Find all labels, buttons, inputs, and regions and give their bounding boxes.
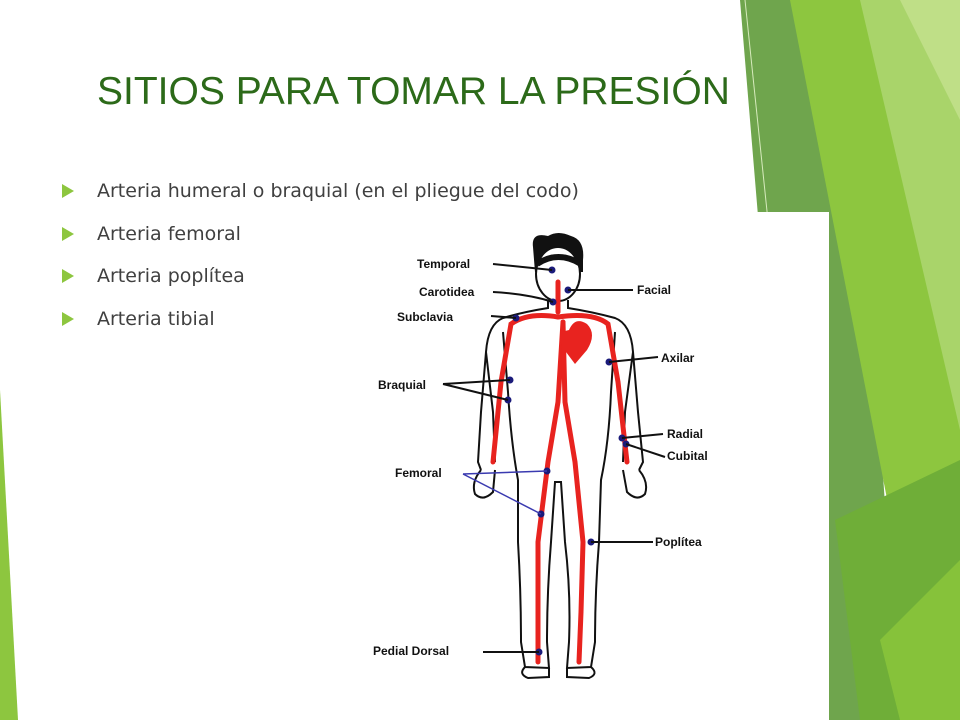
bullet-text: Arteria tibial xyxy=(97,308,215,331)
arrow-bullet-icon xyxy=(62,184,74,198)
label-braquial: Braquial xyxy=(378,378,427,392)
label-cubital: Cubital xyxy=(667,449,708,463)
label-femoral: Femoral xyxy=(395,466,442,480)
label-pedial-dorsal: Pedial Dorsal xyxy=(373,644,450,658)
body-diagram xyxy=(353,212,829,720)
bullet-text: Arteria poplítea xyxy=(97,265,245,288)
arterial-pulse-sites-figure xyxy=(353,212,829,720)
label-axilar: Axilar xyxy=(661,351,695,365)
label-poplitea: Poplítea xyxy=(655,535,702,549)
label-carotidea: Carotidea xyxy=(419,285,475,299)
arrow-bullet-icon xyxy=(62,227,74,241)
pulse-points xyxy=(505,267,630,656)
bullet-text: Arteria femoral xyxy=(97,222,241,245)
bullet-text: Arteria humeral o braquial (en el pliegue del codo) xyxy=(97,180,579,202)
arrow-bullet-icon xyxy=(62,312,74,326)
label-temporal: Temporal xyxy=(417,257,471,271)
arrow-bullet-icon xyxy=(62,269,74,283)
label-facial: Facial xyxy=(637,283,672,297)
label-radial: Radial xyxy=(667,427,704,441)
label-subclavia: Subclavia xyxy=(397,310,454,324)
slide-title: SITIOS PARA TOMAR LA PRESIÓN xyxy=(97,70,730,113)
leader-lines xyxy=(443,264,665,652)
